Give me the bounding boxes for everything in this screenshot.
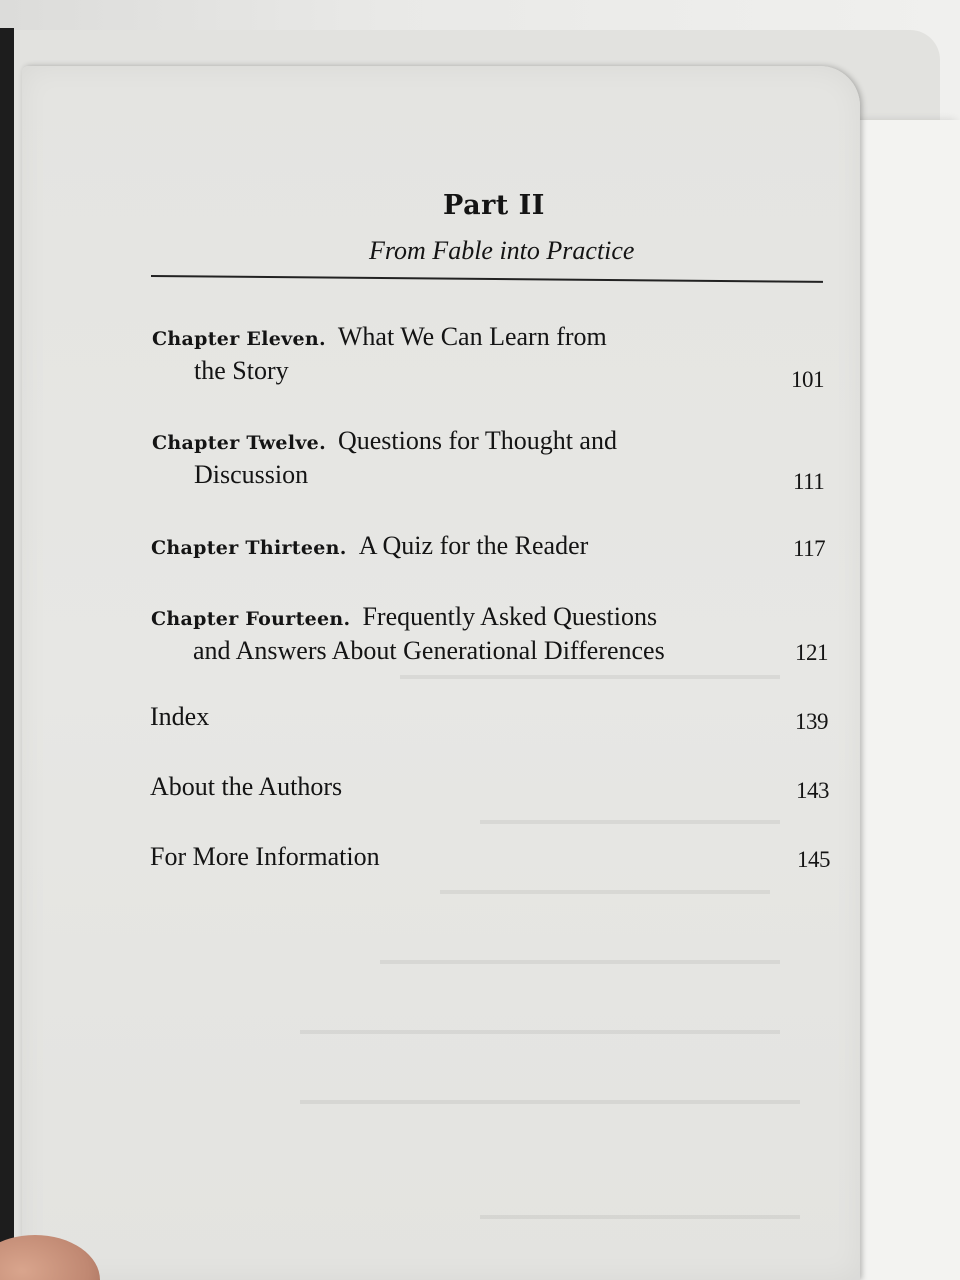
chapter-label: Chapter Twelve. — [152, 432, 326, 454]
toc-entry-chapter-thirteen[interactable] — [151, 531, 588, 561]
toc-entry-about-the-authors[interactable]: About the Authors — [150, 772, 343, 801]
show-through-line — [300, 1100, 800, 1104]
page-number: 121 — [795, 640, 828, 665]
toc-entry-for-more-information[interactable]: For More Information — [150, 842, 380, 871]
chapter-title-continuation: Discussion — [194, 460, 309, 489]
facing-page-edge — [852, 120, 960, 1280]
chapter-label: Chapter Eleven. — [152, 328, 326, 350]
show-through-line — [480, 820, 780, 824]
part-subtitle: From Fable into Practice — [369, 236, 635, 265]
toc-entry-chapter-eleven[interactable] — [152, 322, 607, 352]
page-number: 145 — [797, 847, 830, 872]
page-number: 101 — [791, 367, 824, 392]
toc-entry-chapter-twelve[interactable] — [152, 426, 617, 456]
toc-entry-index[interactable]: Index — [150, 702, 210, 731]
chapter-title: What We Can Learn from — [337, 322, 607, 351]
chapter-title-continuation: the Story — [194, 356, 289, 385]
show-through-line — [400, 675, 780, 679]
show-through-line — [380, 960, 780, 964]
part-title: Part II — [443, 190, 545, 221]
page-number: 111 — [793, 469, 825, 494]
show-through-line — [300, 1030, 780, 1034]
toc-entry-chapter-fourteen[interactable] — [151, 602, 657, 632]
book-cover-edge — [0, 28, 14, 1268]
page-number: 139 — [795, 709, 828, 734]
chapter-title: A Quiz for the Reader — [358, 531, 589, 560]
chapter-title: Questions for Thought and — [337, 426, 617, 455]
show-through-line — [480, 1215, 800, 1219]
chapter-label: Chapter Thirteen. — [151, 537, 347, 559]
page-number: 117 — [793, 536, 826, 561]
chapter-label: Chapter Fourteen. — [151, 608, 351, 630]
chapter-title: Frequently Asked Questions — [362, 602, 658, 631]
show-through-line — [440, 890, 770, 894]
page-number: 143 — [796, 778, 829, 803]
chapter-title-continuation: and Answers About Generational Differences — [193, 636, 665, 665]
